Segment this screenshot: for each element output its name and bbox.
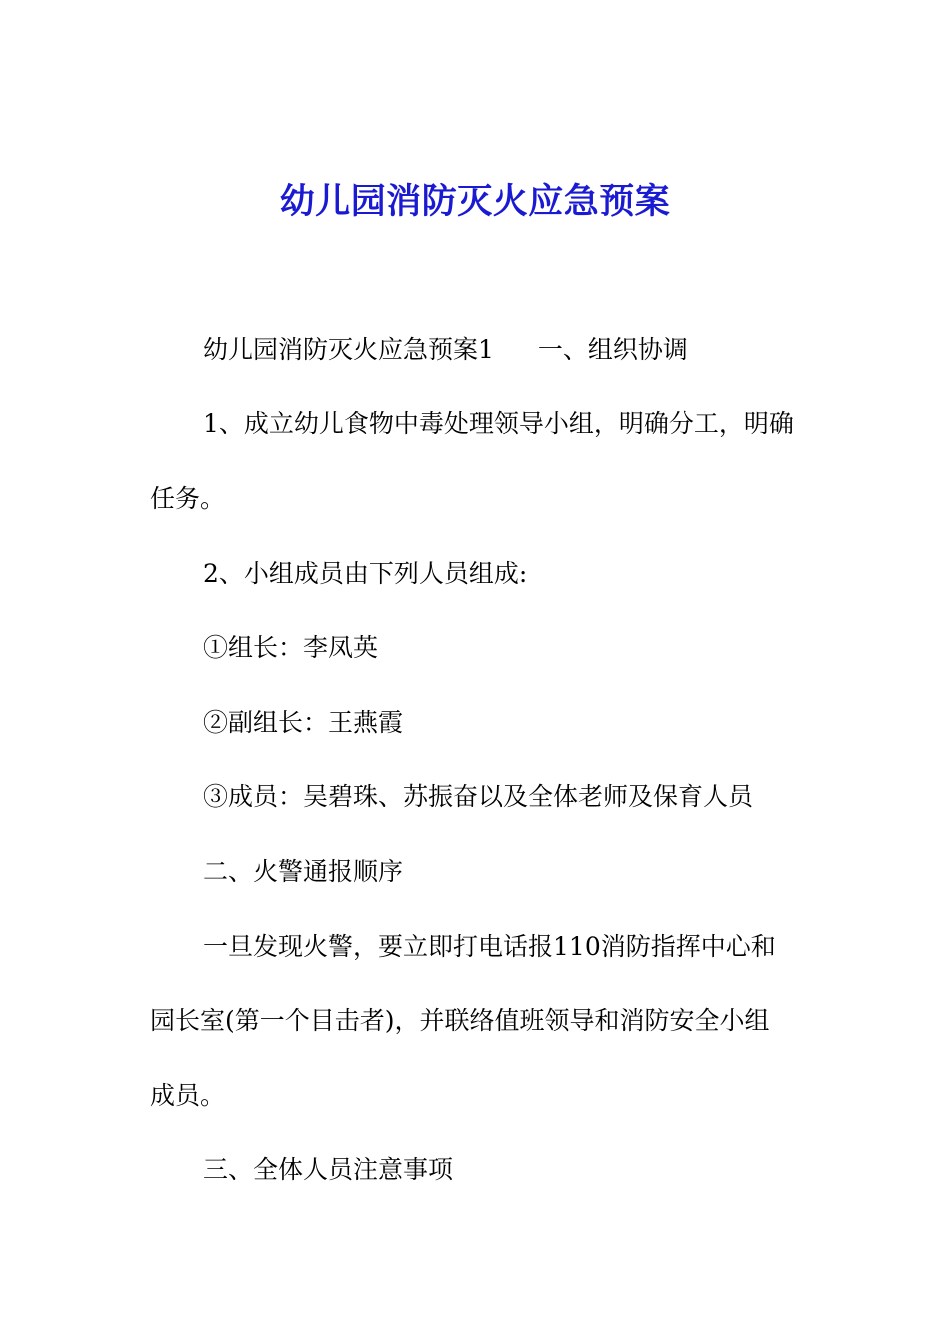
list-item: ②副组长：王燕霞 (203, 708, 404, 737)
paragraph-line: 任务。 (150, 484, 226, 513)
section-heading: 一、组织协调 (537, 335, 688, 364)
page-title: 幼儿园消防灭火应急预案 (279, 182, 671, 222)
paragraph-line (203, 332, 863, 368)
paragraph-line: 1、成立幼儿食物中毒处理领导小组，明确分工，明确 (203, 409, 794, 438)
paragraph-line: 成员。 (150, 1081, 226, 1110)
paragraph-line: 一旦发现火警，要立即打电话报110消防指挥中心和 (203, 932, 776, 961)
list-item: ①组长：李凤英 (203, 633, 379, 662)
paragraph-line: 2、小组成员由下列人员组成: (203, 559, 528, 588)
section-heading: 二、火警通报顺序 (203, 857, 404, 886)
paragraph-line: 园长室(第一个目击者)，并联络值班领导和消防安全小组 (150, 1006, 770, 1035)
list-item: ③成员：吴碧珠、苏振奋以及全体老师及保育人员 (203, 782, 754, 811)
section-heading: 幼儿园消防灭火应急预案1 (203, 335, 494, 364)
section-heading: 三、全体人员注意事项 (203, 1155, 454, 1184)
